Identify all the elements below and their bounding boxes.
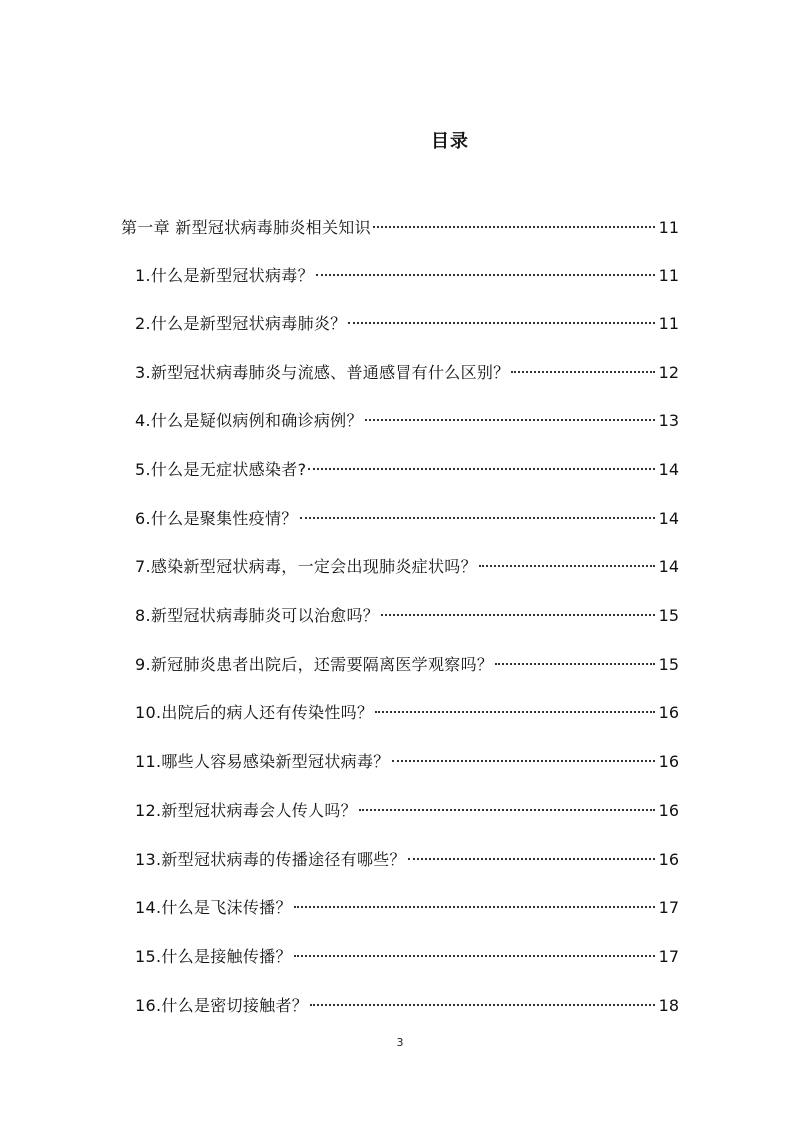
dot-leader xyxy=(479,550,655,572)
toc-entry-label: 6.什么是聚集性疫情？ xyxy=(135,509,298,528)
toc-entry-page: 12 xyxy=(658,363,679,382)
dot-leader xyxy=(365,404,655,426)
toc-entry-page: 14 xyxy=(658,509,679,528)
toc-entry-page: 17 xyxy=(658,898,679,917)
toc-entry-page: 15 xyxy=(658,606,679,625)
toc-entry-page: 16 xyxy=(658,703,679,722)
dot-leader xyxy=(381,599,655,621)
dot-leader xyxy=(375,696,655,718)
toc-title: 目录 xyxy=(431,131,469,152)
dot-leader xyxy=(495,648,655,670)
dot-leader xyxy=(392,745,655,767)
toc-entry-label: 1.什么是新型冠状病毒？ xyxy=(135,266,314,285)
dot-leader xyxy=(300,502,655,524)
toc-entry-label: 12.新型冠状病毒会人传人吗？ xyxy=(135,801,357,820)
dot-leader xyxy=(316,259,655,281)
toc-entry-4[interactable] xyxy=(135,404,679,432)
toc-entry-label: 7.感染新型冠状病毒，一定会出现肺炎症状吗？ xyxy=(135,557,477,576)
toc-entry-chapter-1[interactable] xyxy=(121,211,679,239)
toc-entry-page: 15 xyxy=(658,655,679,674)
toc-entry-page: 11 xyxy=(658,266,679,285)
toc-entry-label: 4.什么是疑似病例和确诊病例？ xyxy=(135,411,363,430)
toc-entry-page: 11 xyxy=(658,218,679,237)
toc-entry-1[interactable] xyxy=(135,259,679,287)
dot-leader xyxy=(310,989,655,1011)
toc-entry-label: 8.新型冠状病毒肺炎可以治愈吗？ xyxy=(135,606,380,625)
toc-entry-page: 13 xyxy=(658,411,679,430)
toc-entry-page: 16 xyxy=(658,752,679,771)
toc-entry-13[interactable] xyxy=(135,843,679,871)
toc-entry-label: 14.什么是飞沫传播？ xyxy=(135,898,292,917)
toc-entry-6[interactable] xyxy=(135,502,679,530)
dot-leader xyxy=(308,453,655,475)
toc-entry-9[interactable] xyxy=(135,648,679,676)
toc-entry-label: 5.什么是无症状感染者? xyxy=(135,460,307,479)
toc-entry-15[interactable] xyxy=(135,940,679,968)
toc-entry-page: 11 xyxy=(658,314,679,333)
toc-entry-label: 16.什么是密切接触者？ xyxy=(135,996,309,1015)
toc-entry-label: 10.出院后的病人还有传染性吗？ xyxy=(135,703,374,722)
toc-entry-16[interactable] xyxy=(135,989,679,1017)
toc-entry-page: 18 xyxy=(658,996,679,1015)
toc-entry-12[interactable] xyxy=(135,794,679,822)
dot-leader xyxy=(348,307,655,329)
toc-entry-label: 2.什么是新型冠状病毒肺炎？ xyxy=(135,314,347,333)
dot-leader xyxy=(408,843,655,865)
dot-leader xyxy=(294,891,655,913)
toc-entry-label: 9.新冠肺炎患者出院后，还需要隔离医学观察吗？ xyxy=(135,655,494,674)
toc-entry-label: 3.新型冠状病毒肺炎与流感、普通感冒有什么区别？ xyxy=(135,363,510,382)
dot-leader xyxy=(359,794,655,816)
toc-entry-page: 14 xyxy=(658,557,679,576)
toc-entry-label: 15.什么是接触传播？ xyxy=(135,947,292,966)
toc-entry-14[interactable] xyxy=(135,891,679,919)
page-number: 3 xyxy=(396,1036,404,1049)
dot-leader xyxy=(294,940,655,962)
toc-entry-label: 13.新型冠状病毒的传播途径有哪些？ xyxy=(135,850,406,869)
toc-entry-label: 第一章 新型冠状病毒肺炎相关知识 xyxy=(121,218,371,237)
toc-entry-page: 16 xyxy=(658,801,679,820)
toc-entry-7[interactable] xyxy=(135,550,679,578)
toc-entry-page: 16 xyxy=(658,850,679,869)
toc-entry-11[interactable] xyxy=(135,745,679,773)
toc-entry-10[interactable] xyxy=(135,696,679,724)
dot-leader xyxy=(511,356,655,378)
toc-entry-8[interactable] xyxy=(135,599,679,627)
dot-leader xyxy=(373,211,655,233)
toc-entry-3[interactable] xyxy=(135,356,679,384)
toc-entry-label: 11.哪些人容易感染新型冠状病毒？ xyxy=(135,752,390,771)
toc-entry-2[interactable] xyxy=(135,307,679,335)
toc-entry-page: 14 xyxy=(658,460,679,479)
toc-entry-5[interactable] xyxy=(135,453,679,481)
toc-entry-page: 17 xyxy=(658,947,679,966)
